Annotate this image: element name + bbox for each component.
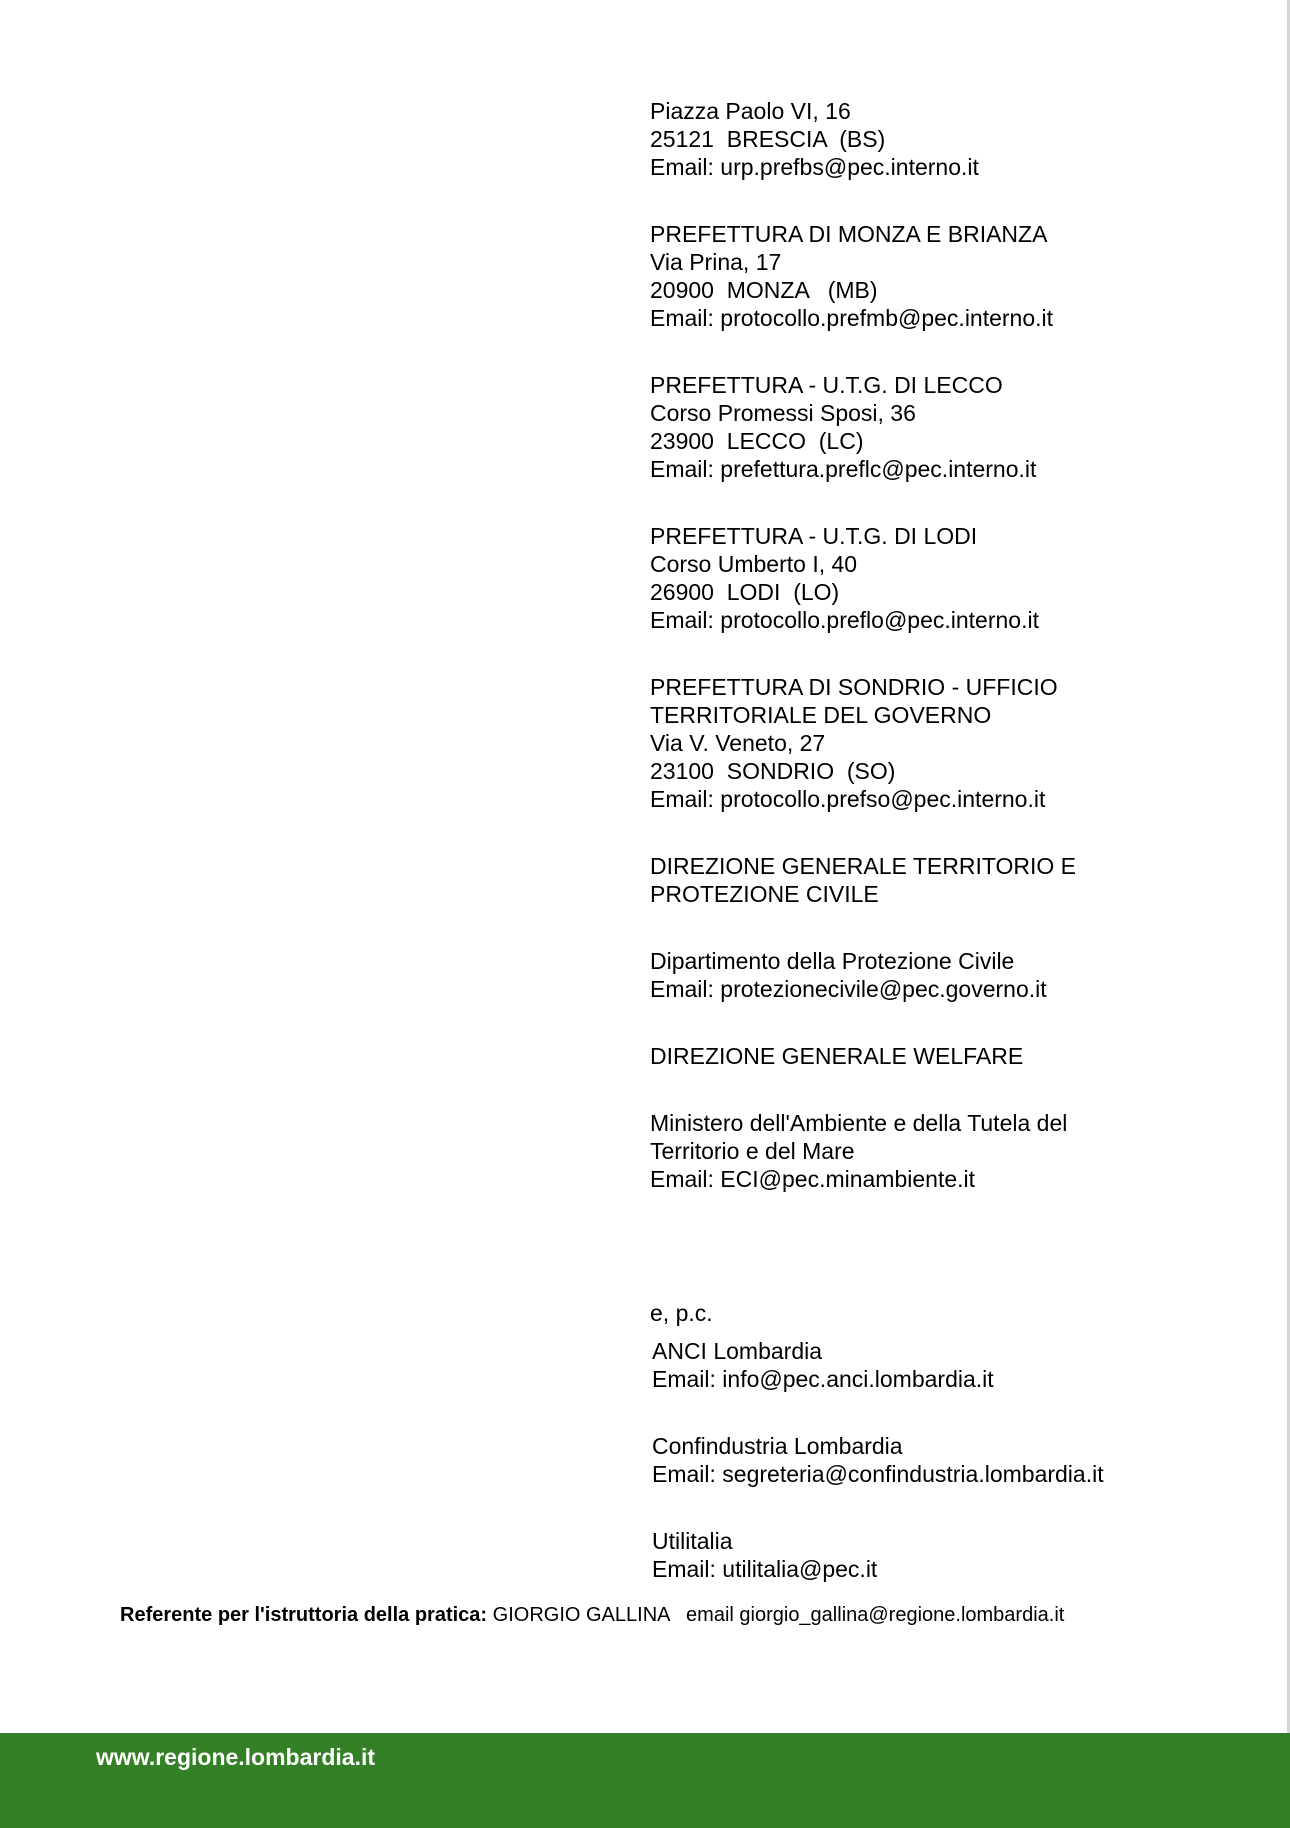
address-line: Via Prina, 17 [650,249,782,275]
address-line: Via V. Veneto, 27 [650,730,826,756]
email-line: Email: info@pec.anci.lombardia.it [652,1366,994,1392]
referente-line [120,1602,1064,1628]
email-line: Email: protezionecivile@pec.governo.it [650,976,1047,1002]
address-line: Corso Promessi Sposi, 36 [650,400,916,426]
department-heading: PROTEZIONE CIVILE [650,881,879,907]
address-line: Confindustria Lombardia [652,1433,903,1459]
email-line: Email: protocollo.prefso@pec.interno.it [650,786,1046,812]
email-line: Email: utilitalia@pec.it [652,1556,878,1582]
email-line: Email: ECI@pec.minambiente.it [650,1166,976,1192]
address-line: Piazza Paolo VI, 16 [650,98,851,124]
department-heading: DIREZIONE GENERALE TERRITORIO E [650,853,1077,879]
department-heading: DIREZIONE GENERALE WELFARE [650,1043,1024,1069]
website-link[interactable]: www.regione.lombardia.it [96,1744,376,1770]
address-block [650,852,1250,908]
address-line: PREFETTURA - U.T.G. DI LODI [650,523,978,549]
address-line: ANCI Lombardia [652,1338,823,1364]
referente-label: Referente per l'istruttoria della pratica: [120,1604,488,1626]
referente-name: GIORGIO GALLINA [492,1604,670,1626]
email-line: Email: segreteria@confindustria.lombardia.it [652,1461,1104,1487]
recipients-list [650,97,1250,1583]
address-block [650,97,1250,181]
address-block [650,1042,1250,1070]
address-line: 25121 BRESCIA (BS) [650,126,886,152]
address-line: Ministero dell'Ambiente e della Tutela del [650,1110,1068,1136]
address-line: Corso Umberto I, 40 [650,551,858,577]
address-line: 20900 MONZA (MB) [650,277,878,303]
address-block [650,220,1250,332]
address-block [650,1109,1250,1193]
address-line: Dipartimento della Protezione Civile [650,948,1015,974]
address-block [650,673,1250,813]
cc-address-block [650,1527,1250,1583]
address-line: PREFETTURA DI MONZA E BRIANZA [650,221,1048,247]
address-block [650,947,1250,1003]
email-line: Email: protocollo.preflo@pec.interno.it [650,607,1039,633]
address-line: Territorio e del Mare [650,1138,855,1164]
email-line: Email: urp.prefbs@pec.interno.it [650,154,979,180]
address-block [650,522,1250,634]
cc-label: e, p.c. [650,1300,713,1326]
address-line: Utilitalia [652,1528,733,1554]
email-line: Email: protocollo.prefmb@pec.interno.it [650,305,1054,331]
footer-bar [0,1733,1290,1828]
address-line: TERRITORIALE DEL GOVERNO [650,702,992,728]
cc-address-block [650,1432,1250,1488]
cc-address-block [650,1337,1250,1393]
referente-email: email giorgio_gallina@regione.lombardia.it [686,1604,1065,1626]
address-line: 23900 LECCO (LC) [650,428,864,454]
address-line: 26900 LODI (LO) [650,579,840,605]
address-block [650,371,1250,483]
address-line: 23100 SONDRIO (SO) [650,758,896,784]
address-line: PREFETTURA DI SONDRIO - UFFICIO [650,674,1058,700]
address-line: PREFETTURA - U.T.G. DI LECCO [650,372,1003,398]
email-line: Email: prefettura.preflc@pec.interno.it [650,456,1037,482]
